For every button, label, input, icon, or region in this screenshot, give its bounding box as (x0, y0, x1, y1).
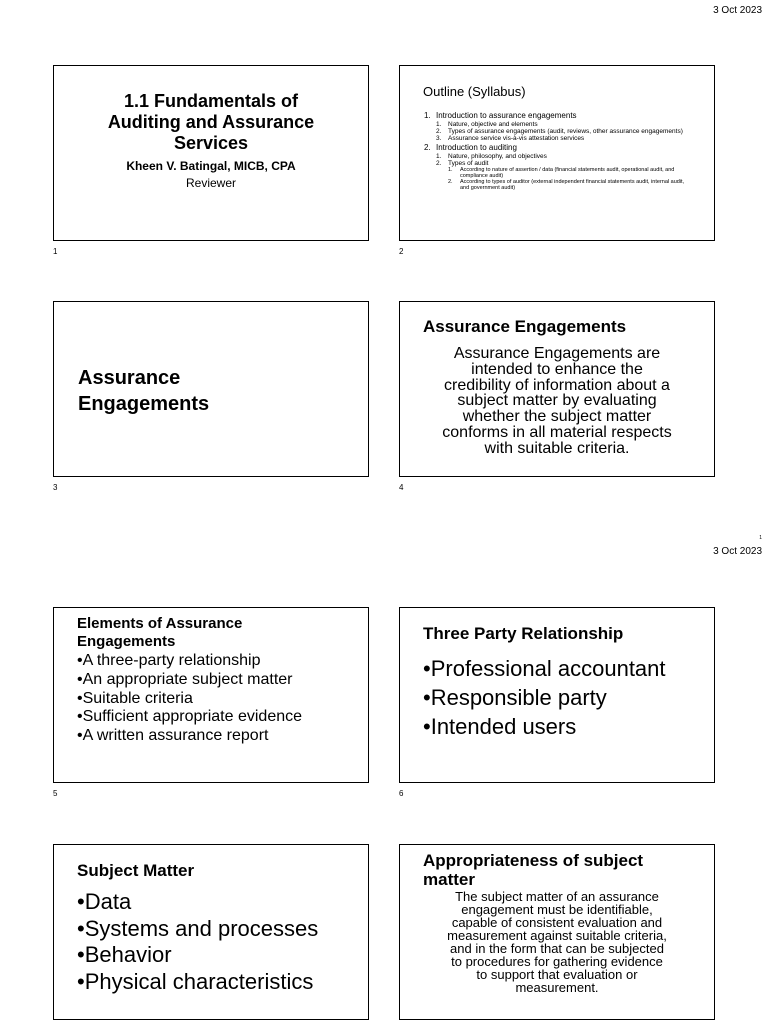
slide-3 (53, 301, 369, 477)
page-date-middle: 3 Oct 2023 (713, 546, 762, 557)
slide-4-number: 4 (399, 483, 404, 492)
list-item: •Sufficient appropriate evidence (77, 708, 303, 726)
slide-3-heading: Assurance Engagements (78, 367, 210, 415)
slide-5 (53, 607, 369, 783)
slide-6 (399, 607, 715, 783)
slide-5-bullets (77, 652, 302, 746)
list-item: •Responsible party (423, 685, 607, 710)
slide-7 (53, 844, 369, 1020)
page-mark: 1 (759, 535, 762, 541)
list-item: •An appropriate subject matter (77, 670, 293, 688)
slide-6-number: 6 (399, 789, 404, 798)
outline-item: 2. Introduction to auditing (424, 143, 517, 152)
slide-1-subtitle: Reviewer (185, 176, 236, 190)
slide-4-title: Assurance Engagements (423, 317, 627, 336)
slide-6-bullets (423, 654, 666, 741)
slide-6-title: Three Party Relationship (423, 624, 624, 643)
slide-2-title: Outline (Syllabus) (423, 84, 526, 99)
outline-item: 1. Introduction to assurance engagements (424, 111, 577, 120)
slide-8-body: The subject matter of an assurance engagement must be identifiable, capable of consistent evaluation and measurement against suitable criteria, and in the form that can be subjected to procedures for gathering evidence to support that evaluation or measurement. (447, 889, 667, 995)
slide-1 (53, 65, 369, 241)
outline-subsubitem: 1. According to nature of assertion / data (financial statements audit, operational audit, and compliance audit) (448, 167, 675, 179)
list-item: •A three-party relationship (77, 652, 261, 669)
slide-1-title: 1.1 Fundamentals of Auditing and Assurance Services (107, 91, 315, 153)
outline-list (424, 112, 692, 191)
outline-subitem: 1. Nature, objective and elements (436, 121, 538, 128)
outline-subitem: 2. Types of assurance engagements (audit, reviews, other assurance engagements) (436, 128, 683, 135)
outline-subitem: 1. Nature, philosophy, and objectives (436, 153, 547, 160)
list-item: •Behavior (77, 942, 172, 967)
slide-4 (399, 301, 715, 477)
list-item: •A written assurance report (77, 727, 269, 745)
list-item: •Systems and processes (77, 915, 319, 941)
slide-5-number: 5 (53, 789, 58, 798)
slide-2-number: 2 (399, 247, 404, 256)
slide-7-title: Subject Matter (77, 861, 195, 880)
list-item: •Data (77, 889, 132, 914)
list-item: •Professional accountant (423, 656, 666, 681)
list-item: •Intended users (423, 714, 577, 739)
slide-8-title: Appropriateness of subject matter (423, 851, 644, 889)
list-item: •Suitable criteria (77, 689, 193, 707)
slide-2 (399, 65, 715, 241)
slide-1-number: 1 (53, 247, 58, 256)
slide-7-bullets (77, 889, 318, 995)
slide-3-number: 3 (53, 483, 58, 492)
slide-5-title: Elements of Assurance Engagements (77, 615, 243, 650)
page-date-top: 3 Oct 2023 (713, 5, 762, 16)
list-item: •Physical characteristics (77, 968, 314, 994)
outline-subitem: 3. Assurance service vis-à-vis attestation services (436, 135, 585, 142)
slide-4-body: Assurance Engagements are intended to enhance the credibility of information about a subject matter by evaluating whether the subject matter conforms in all material respects with suitable criteria. (442, 345, 672, 457)
outline-subitem: 2. Types of audit (436, 160, 489, 167)
slide-1-author: Kheen V. Batingal, MICB, CPA (126, 159, 296, 173)
outline-subsubitem: 2. According to types of auditor (external independent financial statements audit, internal audit, and government audit) (448, 179, 685, 191)
slide-8 (399, 844, 715, 1020)
